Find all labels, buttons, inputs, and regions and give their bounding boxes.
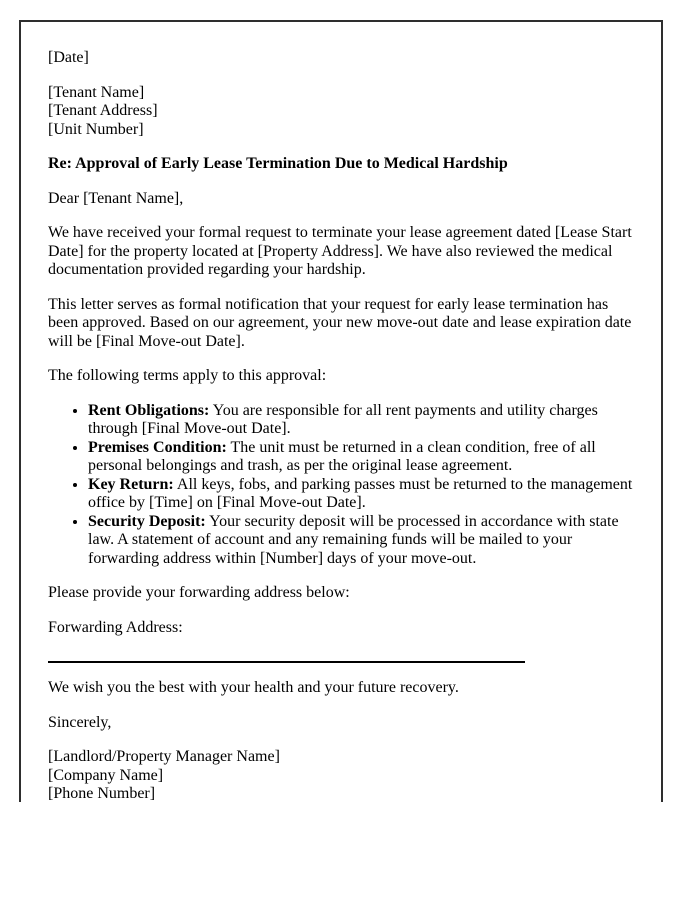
term-premises-condition [88, 439, 634, 476]
paragraph-approval-notice: This letter serves as formal notification that your request for early lease termination has been approved. Based on our agreement, your new move-out date and lease expiration date will be [Final Move-out Date]. [48, 295, 632, 350]
date-block [48, 49, 634, 68]
term-text: The unit must be returned in a clean condition, free of all personal belongings and trash, as per the original lease agreement. [88, 438, 596, 474]
forwarding-address-label: Forwarding Address: [48, 618, 183, 636]
signature-block [48, 748, 634, 802]
term-text: You are responsible for all rent payments and utility charges through [Final Move-out Date]. [88, 401, 598, 437]
recipient-address: [Tenant Address] [48, 102, 158, 119]
term-label: Premises Condition: [88, 438, 227, 456]
recipient-unit: [Unit Number] [48, 120, 144, 138]
signature-manager-name: [Landlord/Property Manager Name] [48, 748, 280, 765]
salutation: Dear [Tenant Name], [48, 189, 184, 207]
term-security-deposit [88, 513, 634, 569]
signature-phone-number: [Phone Number] [48, 785, 156, 802]
subject-line: Re: Approval of Early Lease Termination Due to Medical Hardship [48, 155, 508, 172]
term-rent-obligations [88, 402, 634, 439]
term-label: Rent Obligations: [88, 401, 210, 419]
forwarding-address-line [48, 661, 525, 663]
recipient-address-block [48, 84, 634, 140]
term-text: Your security deposit will be processed in accordance with state law. A statement of account and any remaining funds will be mailed to your forwarding address within [Number] days of your move-out. [88, 512, 619, 567]
term-label: Key Return: [88, 475, 174, 493]
recipient-name: [Tenant Name] [48, 83, 145, 101]
term-key-return [88, 476, 634, 513]
signoff: Sincerely, [48, 713, 112, 731]
terms-list [48, 402, 634, 569]
term-label: Security Deposit: [88, 512, 206, 530]
letter-page [19, 20, 663, 802]
closing-wish: We wish you the best with your health and your future recovery. [48, 679, 459, 696]
term-text: All keys, fobs, and parking passes must be returned to the management office by [Time] on [Final Move-out Date]. [88, 475, 633, 511]
paragraph-request-received: We have received your formal request to terminate your lease agreement dated [Lease Start Date] for the property located at [Property Address]. We have also reviewed the medical documentation provided regarding your hardship. [48, 224, 632, 278]
date-placeholder: [Date] [48, 49, 89, 66]
forwarding-prompt: Please provide your forwarding address below: [48, 584, 350, 601]
signature-company-name: [Company Name] [48, 766, 164, 784]
paragraph-terms-intro: The following terms apply to this approval: [48, 367, 327, 384]
